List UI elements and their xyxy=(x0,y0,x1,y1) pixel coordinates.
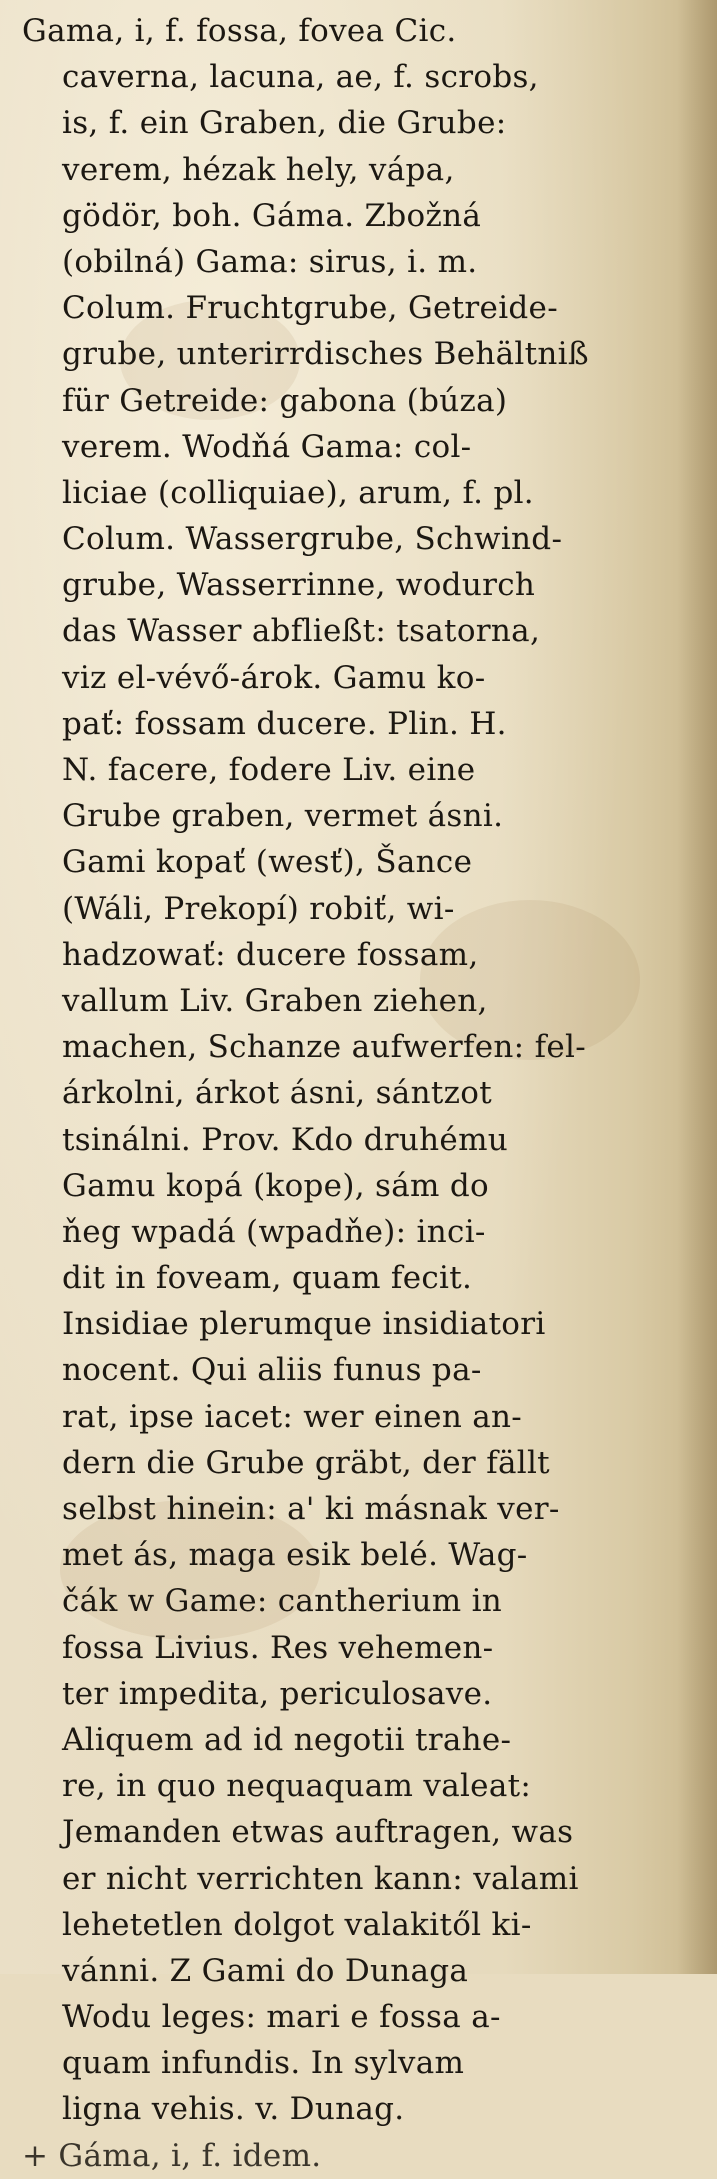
entry-line: fossa Livius. Res vehemen- xyxy=(62,1629,494,1666)
entry-line: rat, ipse iacet: wer einen an- xyxy=(62,1398,523,1435)
entry-line: für Getreide: gabona (búza) xyxy=(62,382,508,419)
entry-line: čák w Game: cantherium in xyxy=(62,1583,503,1620)
entry-line: quam infundis. In sylvam xyxy=(62,2045,465,2082)
entry-line: Jemanden etwas auftragen, was xyxy=(62,1814,574,1851)
entry-line: nocent. Qui aliis funus pa- xyxy=(62,1352,482,1389)
entry-line: vánni. Z Gami do Dunaga xyxy=(62,1952,469,1989)
entry-line: verem, hézak hely, vápa, xyxy=(62,151,455,188)
entry-line: ter impedita, periculosave. xyxy=(62,1675,493,1712)
entry-line: Colum. Fruchtgrube, Getreide- xyxy=(62,290,558,327)
entry-line: hadzowať: ducere fossam, xyxy=(62,936,479,973)
entry-line: verem. Wodňá Gama: col- xyxy=(62,428,472,465)
entry-line: liciae (colliquiae), arum, f. pl. xyxy=(62,474,534,511)
entry-line: Insidiae plerumque insidiatori xyxy=(62,1306,546,1343)
entry-line: ligna vehis. v. Dunag. xyxy=(62,2091,405,2128)
entry-line: selbst hinein: a' ki másnak ver- xyxy=(62,1491,560,1527)
entry-line: tsinálni. Prov. Kdo druhému xyxy=(62,1121,509,1158)
next-entry-line: + Gáma, i, f. idem. xyxy=(22,2137,322,2174)
entry-line: Gamu kopá (kope), sám do xyxy=(62,1167,489,1204)
entry-line: ňeg wpadá (wpadňe): inci- xyxy=(62,1213,486,1250)
entry-line: gödör, boh. Gáma. Zbožná xyxy=(62,197,482,234)
entry-line: pať: fossam ducere. Plin. H. xyxy=(62,705,507,742)
entry-line: caverna, lacuna, ae, f. scrobs, xyxy=(62,59,539,96)
entry-line: dit in foveam, quam fecit. xyxy=(62,1260,473,1297)
entry-line: Wodu leges: mari e fossa a- xyxy=(62,1999,501,2036)
entry-line: Gami kopať (wesť), Šance xyxy=(62,844,473,881)
entry-line: (obilná) Gama: sirus, i. m. xyxy=(62,243,478,280)
entry-line: grube, Wasserrinne, wodurch xyxy=(62,567,536,604)
entry-line: Colum. Wassergrube, Schwind- xyxy=(62,521,563,558)
entry-line: Aliquem ad id negotii trahe- xyxy=(62,1721,512,1758)
entry-line: re, in quo nequaquam valeat: xyxy=(62,1768,532,1805)
entry-line: N. facere, fodere Liv. eine xyxy=(62,752,476,788)
entry-line: das Wasser abfließt: tsatorna, xyxy=(62,613,541,650)
entry-line: árkolni, árkot ásni, sántzot xyxy=(62,1075,492,1112)
entry-line: Grube graben, vermet ásni. xyxy=(62,798,504,835)
entry-line: Gama, i, f. fossa, fovea Cic. xyxy=(22,13,457,49)
entry-line: grube, unterirrdisches Behältniß xyxy=(62,336,589,373)
entry-line: er nicht verrichten kann: valami xyxy=(62,1860,579,1897)
entry-line: met ás, maga esik belé. Wag- xyxy=(62,1537,528,1574)
entry-line: machen, Schanze aufwerfen: fel- xyxy=(62,1029,586,1066)
entry-line: lehetetlen dolgot valakitől ki- xyxy=(62,1906,532,1943)
entry-line: (Wáli, Prekopí) robiť, wi- xyxy=(62,890,455,927)
entry-line: dern die Grube gräbt, der fällt xyxy=(62,1444,550,1481)
entry-line: is, f. ein Graben, die Grube: xyxy=(62,105,507,142)
entry-line: vallum Liv. Graben ziehen, xyxy=(62,982,488,1019)
dictionary-entry xyxy=(22,8,640,2179)
entry-line: viz el-vévő-árok. Gamu ko- xyxy=(62,659,486,696)
page-gutter-shadow xyxy=(677,0,717,1974)
